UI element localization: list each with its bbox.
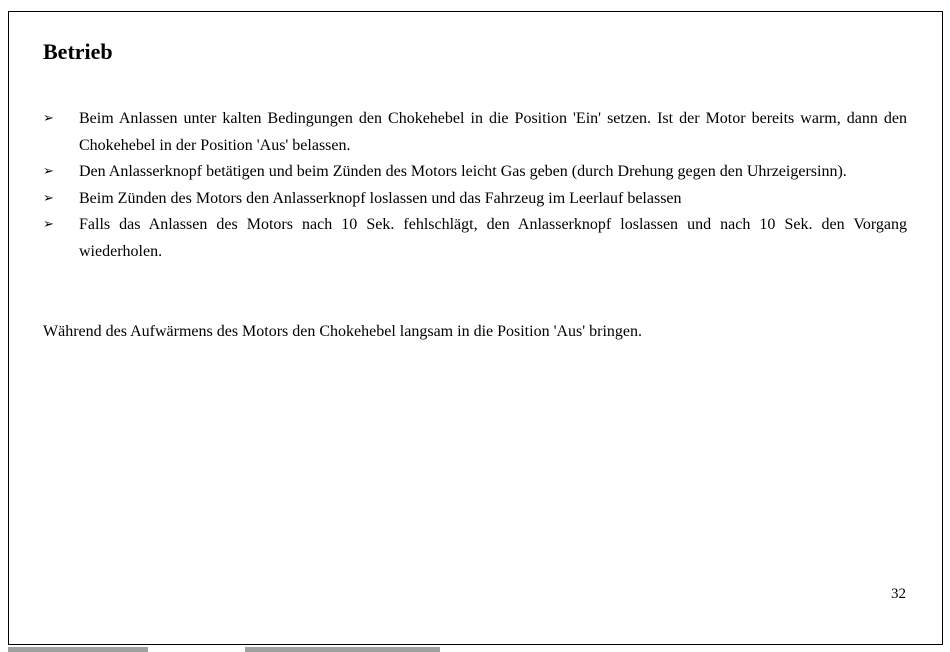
arrow-bullet-icon: ➢ (43, 217, 54, 232)
page-number: 32 (891, 586, 906, 602)
arrow-bullet-icon: ➢ (43, 190, 54, 206)
page-title: Betrieb (43, 39, 113, 64)
list-item-text: Falls das Anlassen des Motors nach 10 Sek. fehlschlägt, den Anlasserknopf loslassen und nach 10 Sek. den Vorgang wiederholen. (79, 216, 907, 260)
list-item (43, 186, 907, 213)
warmup-note: Während des Aufwärmens des Motors den Chokehebel langsam in die Position 'Aus' bringen. (43, 323, 642, 340)
list-item-text: Beim Anlassen unter kalten Bedingungen den Chokehebel in die Position 'Ein' setzen. Ist der Motor bereits warm, dann den Chokehebel in der Position 'Aus' belassen. (79, 110, 907, 154)
scrollbar-thumb[interactable] (245, 647, 440, 652)
list-item (43, 212, 907, 265)
instruction-list (43, 106, 907, 265)
list-item (43, 159, 907, 186)
arrow-bullet-icon: ➢ (43, 164, 54, 179)
arrow-bullet-icon: ➢ (43, 111, 54, 126)
document-page (8, 11, 943, 645)
list-item (43, 106, 907, 159)
list-item-text: Beim Zünden des Motors den Anlasserknopf loslassen und das Fahrzeug im Leerlauf belassen (79, 189, 682, 207)
scrollbar-segment[interactable] (8, 647, 148, 652)
list-item-text: Den Anlasserknopf betätigen und beim Zünden des Motors leicht Gas geben (durch Drehung gegen den Uhrzeigersinn). (79, 163, 847, 180)
